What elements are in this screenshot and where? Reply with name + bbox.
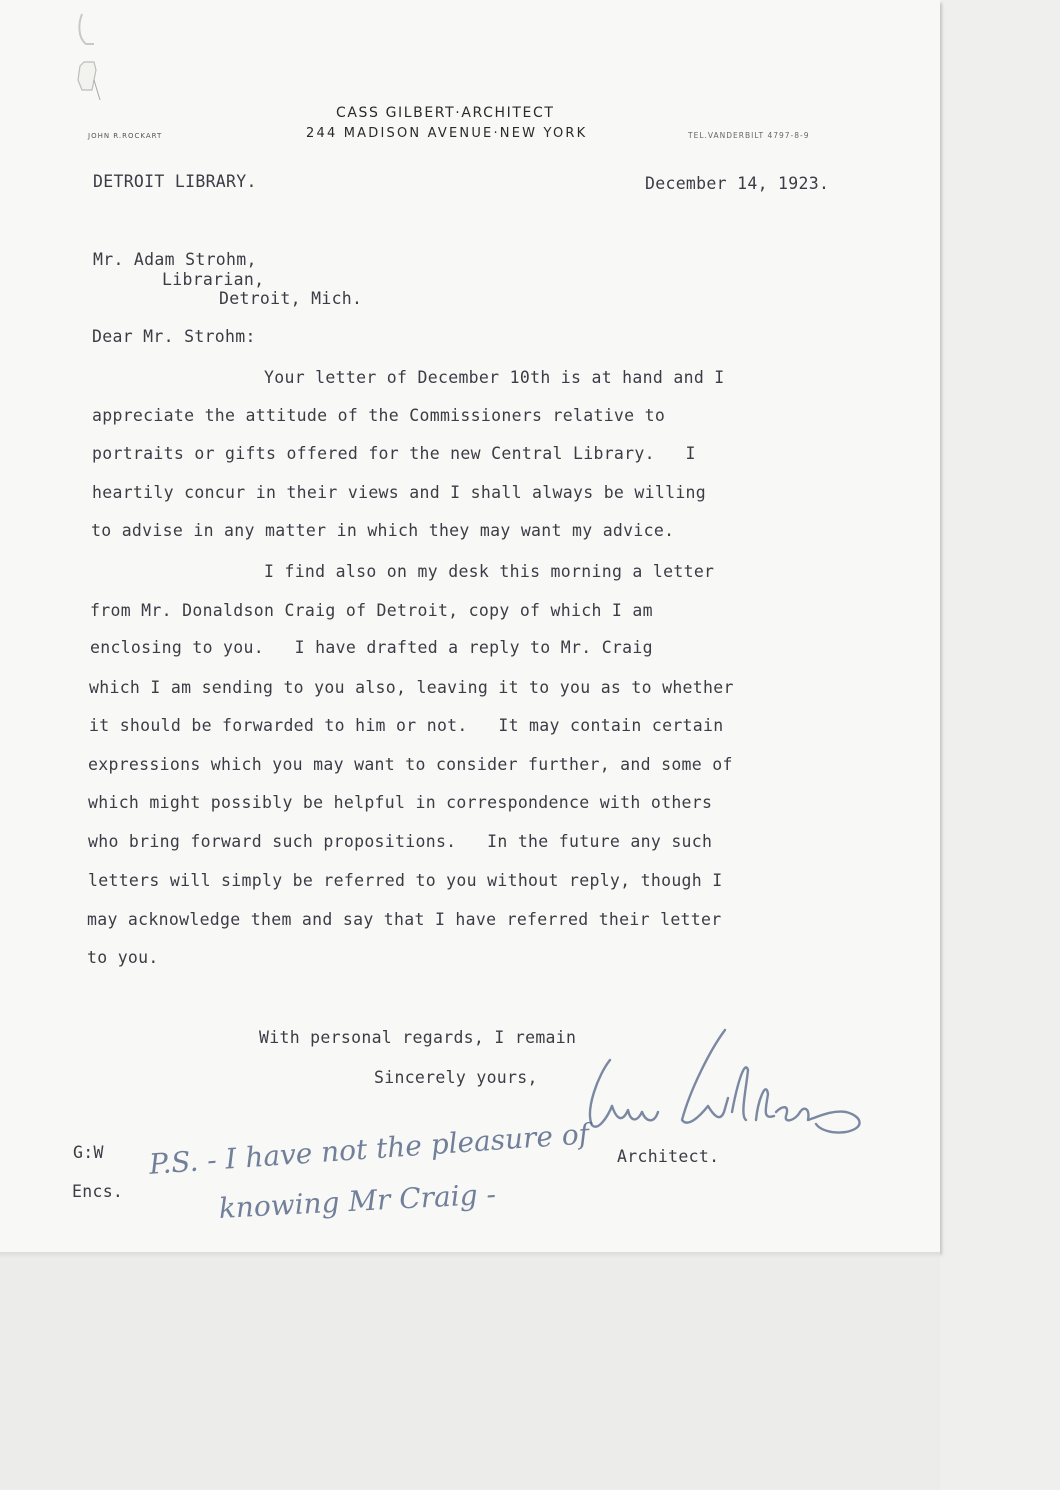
letterhead-telephone: TEL.VANDERBILT 4797-8-9: [688, 131, 810, 140]
body-line: which I am sending to you also, leaving it to you as to whether: [89, 678, 734, 697]
body-line: appreciate the attitude of the Commissioners relative to: [92, 406, 666, 425]
letterhead-firm: CASS GILBERT·ARCHITECT: [336, 105, 555, 121]
letterhead-associate: JOHN R.ROCKART: [88, 132, 163, 140]
recipient-title: Librarian,: [162, 270, 265, 289]
closing-sincerely: Sincerely yours,: [374, 1068, 538, 1087]
recipient-name: Mr. Adam Strohm,: [93, 250, 257, 269]
body-line: letters will simply be referred to you without reply, though I: [88, 871, 723, 890]
body-line: may acknowledge them and say that I have referred their letter: [87, 910, 722, 929]
subject-line: DETROIT LIBRARY.: [93, 172, 257, 191]
body-line: which might possibly be helpful in correspondence with others: [88, 793, 713, 812]
page-edge-shadow: [0, 1252, 940, 1258]
enclosures-note: Encs.: [72, 1182, 124, 1201]
body-line: I find also on my desk this morning a letter: [264, 562, 715, 581]
body-line: who bring forward such propositions. In the future any such: [88, 832, 713, 851]
salutation: Dear Mr. Strohm:: [92, 327, 256, 346]
body-line: portraits or gifts offered for the new Central Library. I: [92, 444, 696, 463]
body-line: heartily concur in their views and I shall always be willing: [92, 483, 707, 502]
body-line: Your letter of December 10th is at hand and I: [264, 368, 725, 387]
body-line: to advise in any matter in which they may want my advice.: [91, 521, 675, 540]
body-line: expressions which you may want to consider further, and some of: [88, 755, 733, 774]
postscript-line-2: knowing Mr Craig -: [218, 1177, 497, 1225]
letterhead-address: 244 MADISON AVENUE·NEW YORK: [306, 126, 588, 141]
body-line: from Mr. Donaldson Craig of Detroit, copy of which I am: [90, 601, 653, 620]
signatory-title: Architect.: [617, 1147, 720, 1166]
letter-date: December 14, 1923.: [645, 174, 830, 193]
paper-clip-mark-icon: [72, 10, 102, 100]
body-line: it should be forwarded to him or not. It may contain certain: [89, 716, 724, 735]
body-line: enclosing to you. I have drafted a reply to Mr. Craig: [90, 638, 653, 657]
body-line: to you.: [87, 948, 159, 967]
scan-margin: [940, 0, 1060, 1490]
postscript-line-1: P.S. - I have not the pleasure of: [148, 1117, 591, 1181]
closing-regards: With personal regards, I remain: [259, 1028, 577, 1047]
signature: [570, 1020, 870, 1150]
typist-initials: G:W: [73, 1143, 104, 1162]
recipient-location: Detroit, Mich.: [219, 289, 363, 308]
